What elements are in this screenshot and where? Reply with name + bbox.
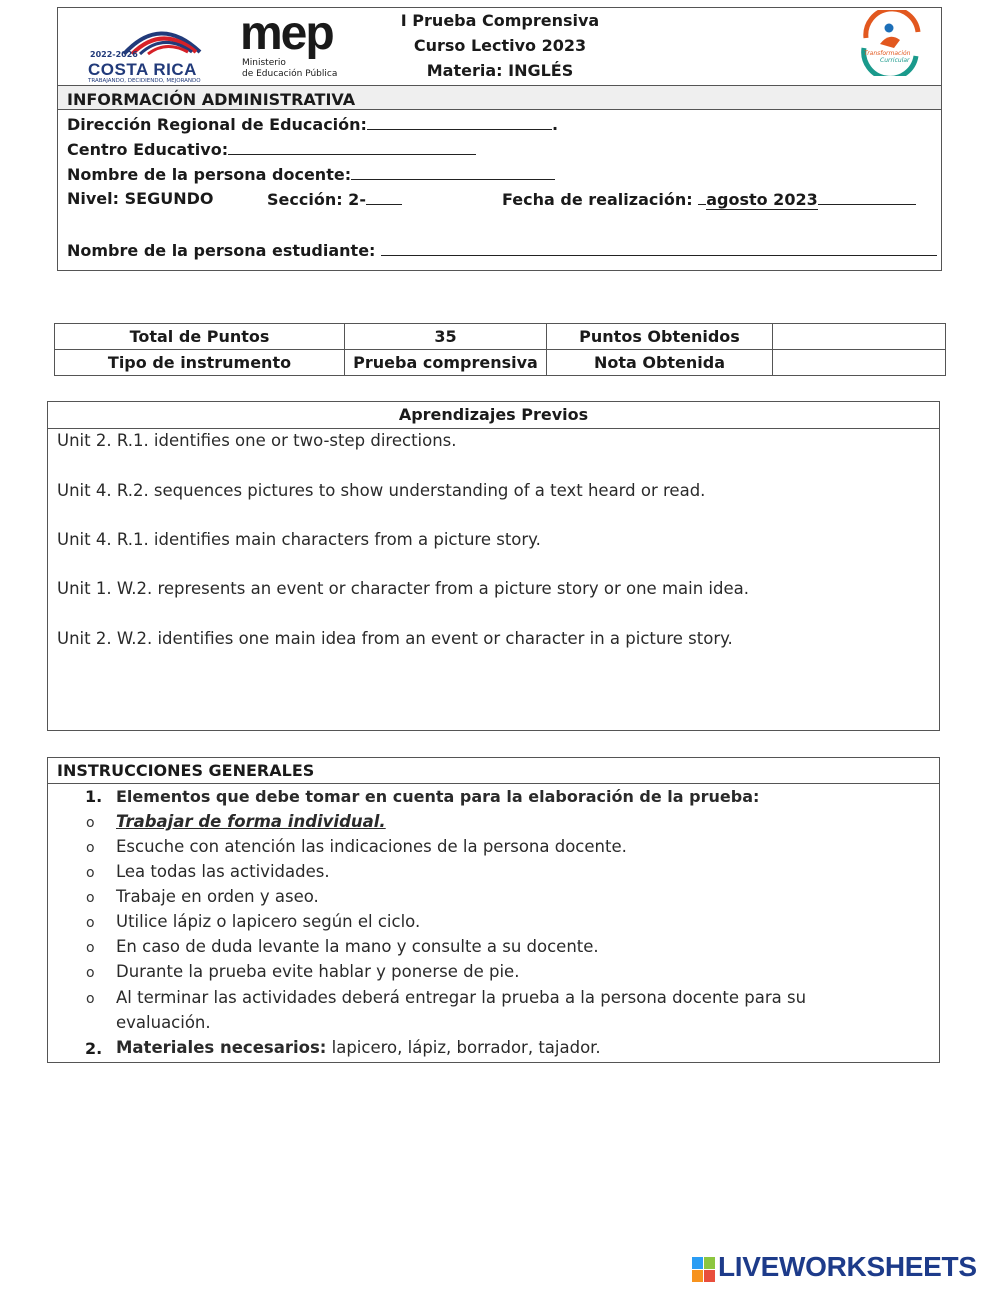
- list-item: Durante la prueba evite hablar y ponerse de pie.: [116, 962, 520, 981]
- tc-text-2: Curricular: [880, 57, 910, 64]
- list-item: Unit 4. R.2. sequences pictures to show understanding of a text heard or read.: [57, 481, 706, 500]
- puntos-obtenidos-label: Puntos Obtenidos: [547, 324, 773, 350]
- bullet-icon: o: [86, 965, 95, 981]
- fecha-field: [502, 189, 916, 209]
- bullet-icon: o: [86, 865, 95, 881]
- cr-tagline: TRABAJANDO, DECIDIENDO, MEJORANDO: [88, 78, 201, 84]
- centro-label: Centro Educativo:: [67, 140, 229, 159]
- table-row: [55, 324, 946, 350]
- point-2-value: lapicero, lápiz, borrador, tajador.: [326, 1038, 601, 1057]
- list-item: Lea todas las actividades.: [116, 862, 330, 881]
- bullet-icon: o: [86, 915, 95, 931]
- puntos-obtenidos-value[interactable]: [773, 324, 946, 350]
- bullet-icon: o: [86, 890, 95, 906]
- nota-obtenida-label: Nota Obtenida: [547, 350, 773, 376]
- total-puntos-label: Total de Puntos: [55, 324, 345, 350]
- list-item: Unit 2. W.2. identifies one main idea from an event or character in a picture story.: [57, 629, 733, 648]
- point-2-text: [116, 1038, 601, 1057]
- title-line-3: Materia: INGLÉS: [426, 61, 574, 80]
- fecha-label: Fecha de realización:: [502, 190, 693, 209]
- point-1-text: Elementos que debe tomar en cuenta para la elaboración de la prueba:: [116, 787, 760, 806]
- header-box: [57, 7, 942, 271]
- mep-sub-2: de Educación Pública: [242, 69, 338, 79]
- total-puntos-value: 35: [345, 324, 547, 350]
- direccion-label: Dirección Regional de Educación:: [67, 115, 367, 134]
- estudiante-label: Nombre de la persona estudiante:: [67, 241, 376, 260]
- list-item-continuation: evaluación.: [116, 1013, 211, 1032]
- nivel-field: Nivel: SEGUNDO: [67, 189, 214, 208]
- bullet-icon: o: [86, 991, 95, 1007]
- nota-obtenida-value[interactable]: [773, 350, 946, 376]
- list-item: Unit 1. W.2. represents an event or character from a picture story or one main idea.: [57, 579, 749, 598]
- seccion-field: [267, 189, 402, 209]
- list-item: Unit 2. R.1. identifies one or two-step directions.: [57, 431, 457, 450]
- liveworksheets-blocks-icon: [692, 1257, 716, 1283]
- bullet-icon: o: [86, 940, 95, 956]
- transformacion-curricular-logo: [858, 10, 924, 76]
- tc-text-1: Transformación: [864, 50, 911, 57]
- point-1-number: 1.: [85, 787, 103, 806]
- logo-row: [58, 8, 941, 85]
- mep-logo: [240, 7, 350, 82]
- list-item: En caso de duda levante la mano y consulte a su docente.: [116, 937, 599, 956]
- seccion-line[interactable]: [366, 189, 402, 205]
- bullet-icon: o: [86, 840, 95, 856]
- docente-label: Nombre de la persona docente:: [67, 165, 352, 184]
- list-item: Escuche con atención las indicaciones de la persona docente.: [116, 837, 627, 856]
- bullet-icon: o: [86, 815, 95, 831]
- docente-line[interactable]: [351, 164, 483, 180]
- tc-swirl-icon: [858, 10, 924, 76]
- aprendizajes-box: [47, 401, 940, 731]
- docente-line-extension: [483, 164, 555, 180]
- title-line-1: I Prueba Comprensiva: [400, 11, 600, 30]
- centro-line[interactable]: [228, 139, 476, 155]
- tipo-instrumento-label: Tipo de instrumento: [55, 350, 345, 376]
- liveworksheets-text: LIVEWORKSHEETS: [718, 1251, 977, 1282]
- table-row: [55, 350, 946, 376]
- fecha-line-right: [818, 189, 916, 205]
- docente-field: [67, 164, 555, 184]
- point-2-label: Materiales necesarios:: [116, 1038, 327, 1057]
- costa-rica-logo: [86, 20, 206, 84]
- fecha-line-left: [698, 189, 706, 205]
- fecha-value[interactable]: agosto 2023: [706, 190, 818, 209]
- mep-sub-1: Ministerio: [242, 58, 286, 68]
- direccion-field: [67, 114, 558, 134]
- estudiante-field: [67, 240, 937, 260]
- mep-word: mep: [240, 7, 333, 60]
- list-item: Al terminar las actividades deberá entregar la prueba a la persona docente para su: [116, 988, 807, 1007]
- cr-years: 2022-2026: [90, 50, 138, 59]
- list-item: Trabajar de forma individual.: [116, 812, 386, 831]
- instrucciones-box: [47, 757, 940, 1063]
- instrucciones-heading: INSTRUCCIONES GENERALES: [48, 758, 939, 784]
- centro-field: [67, 139, 476, 159]
- aprendizajes-heading: Aprendizajes Previos: [48, 402, 939, 429]
- seccion-label: Sección: 2-: [267, 190, 366, 209]
- list-item: Trabaje en orden y aseo.: [116, 887, 319, 906]
- list-item: Unit 4. R.1. identifies main characters from a picture story.: [57, 530, 541, 549]
- points-table: [54, 323, 946, 376]
- estudiante-line[interactable]: [381, 240, 937, 256]
- liveworksheets-logo: [692, 1251, 992, 1286]
- point-2-number: 2.: [85, 1039, 103, 1058]
- list-item: Utilice lápiz o lapicero según el ciclo.: [116, 912, 421, 931]
- direccion-line[interactable]: [367, 114, 552, 130]
- direccion-suffix: .: [551, 115, 559, 134]
- admin-heading: INFORMACIÓN ADMINISTRATIVA: [58, 85, 941, 110]
- tipo-instrumento-value: Prueba comprensiva: [345, 350, 547, 376]
- cr-name: COSTA RICA: [88, 60, 197, 79]
- title-line-2: Curso Lectivo 2023: [413, 36, 587, 55]
